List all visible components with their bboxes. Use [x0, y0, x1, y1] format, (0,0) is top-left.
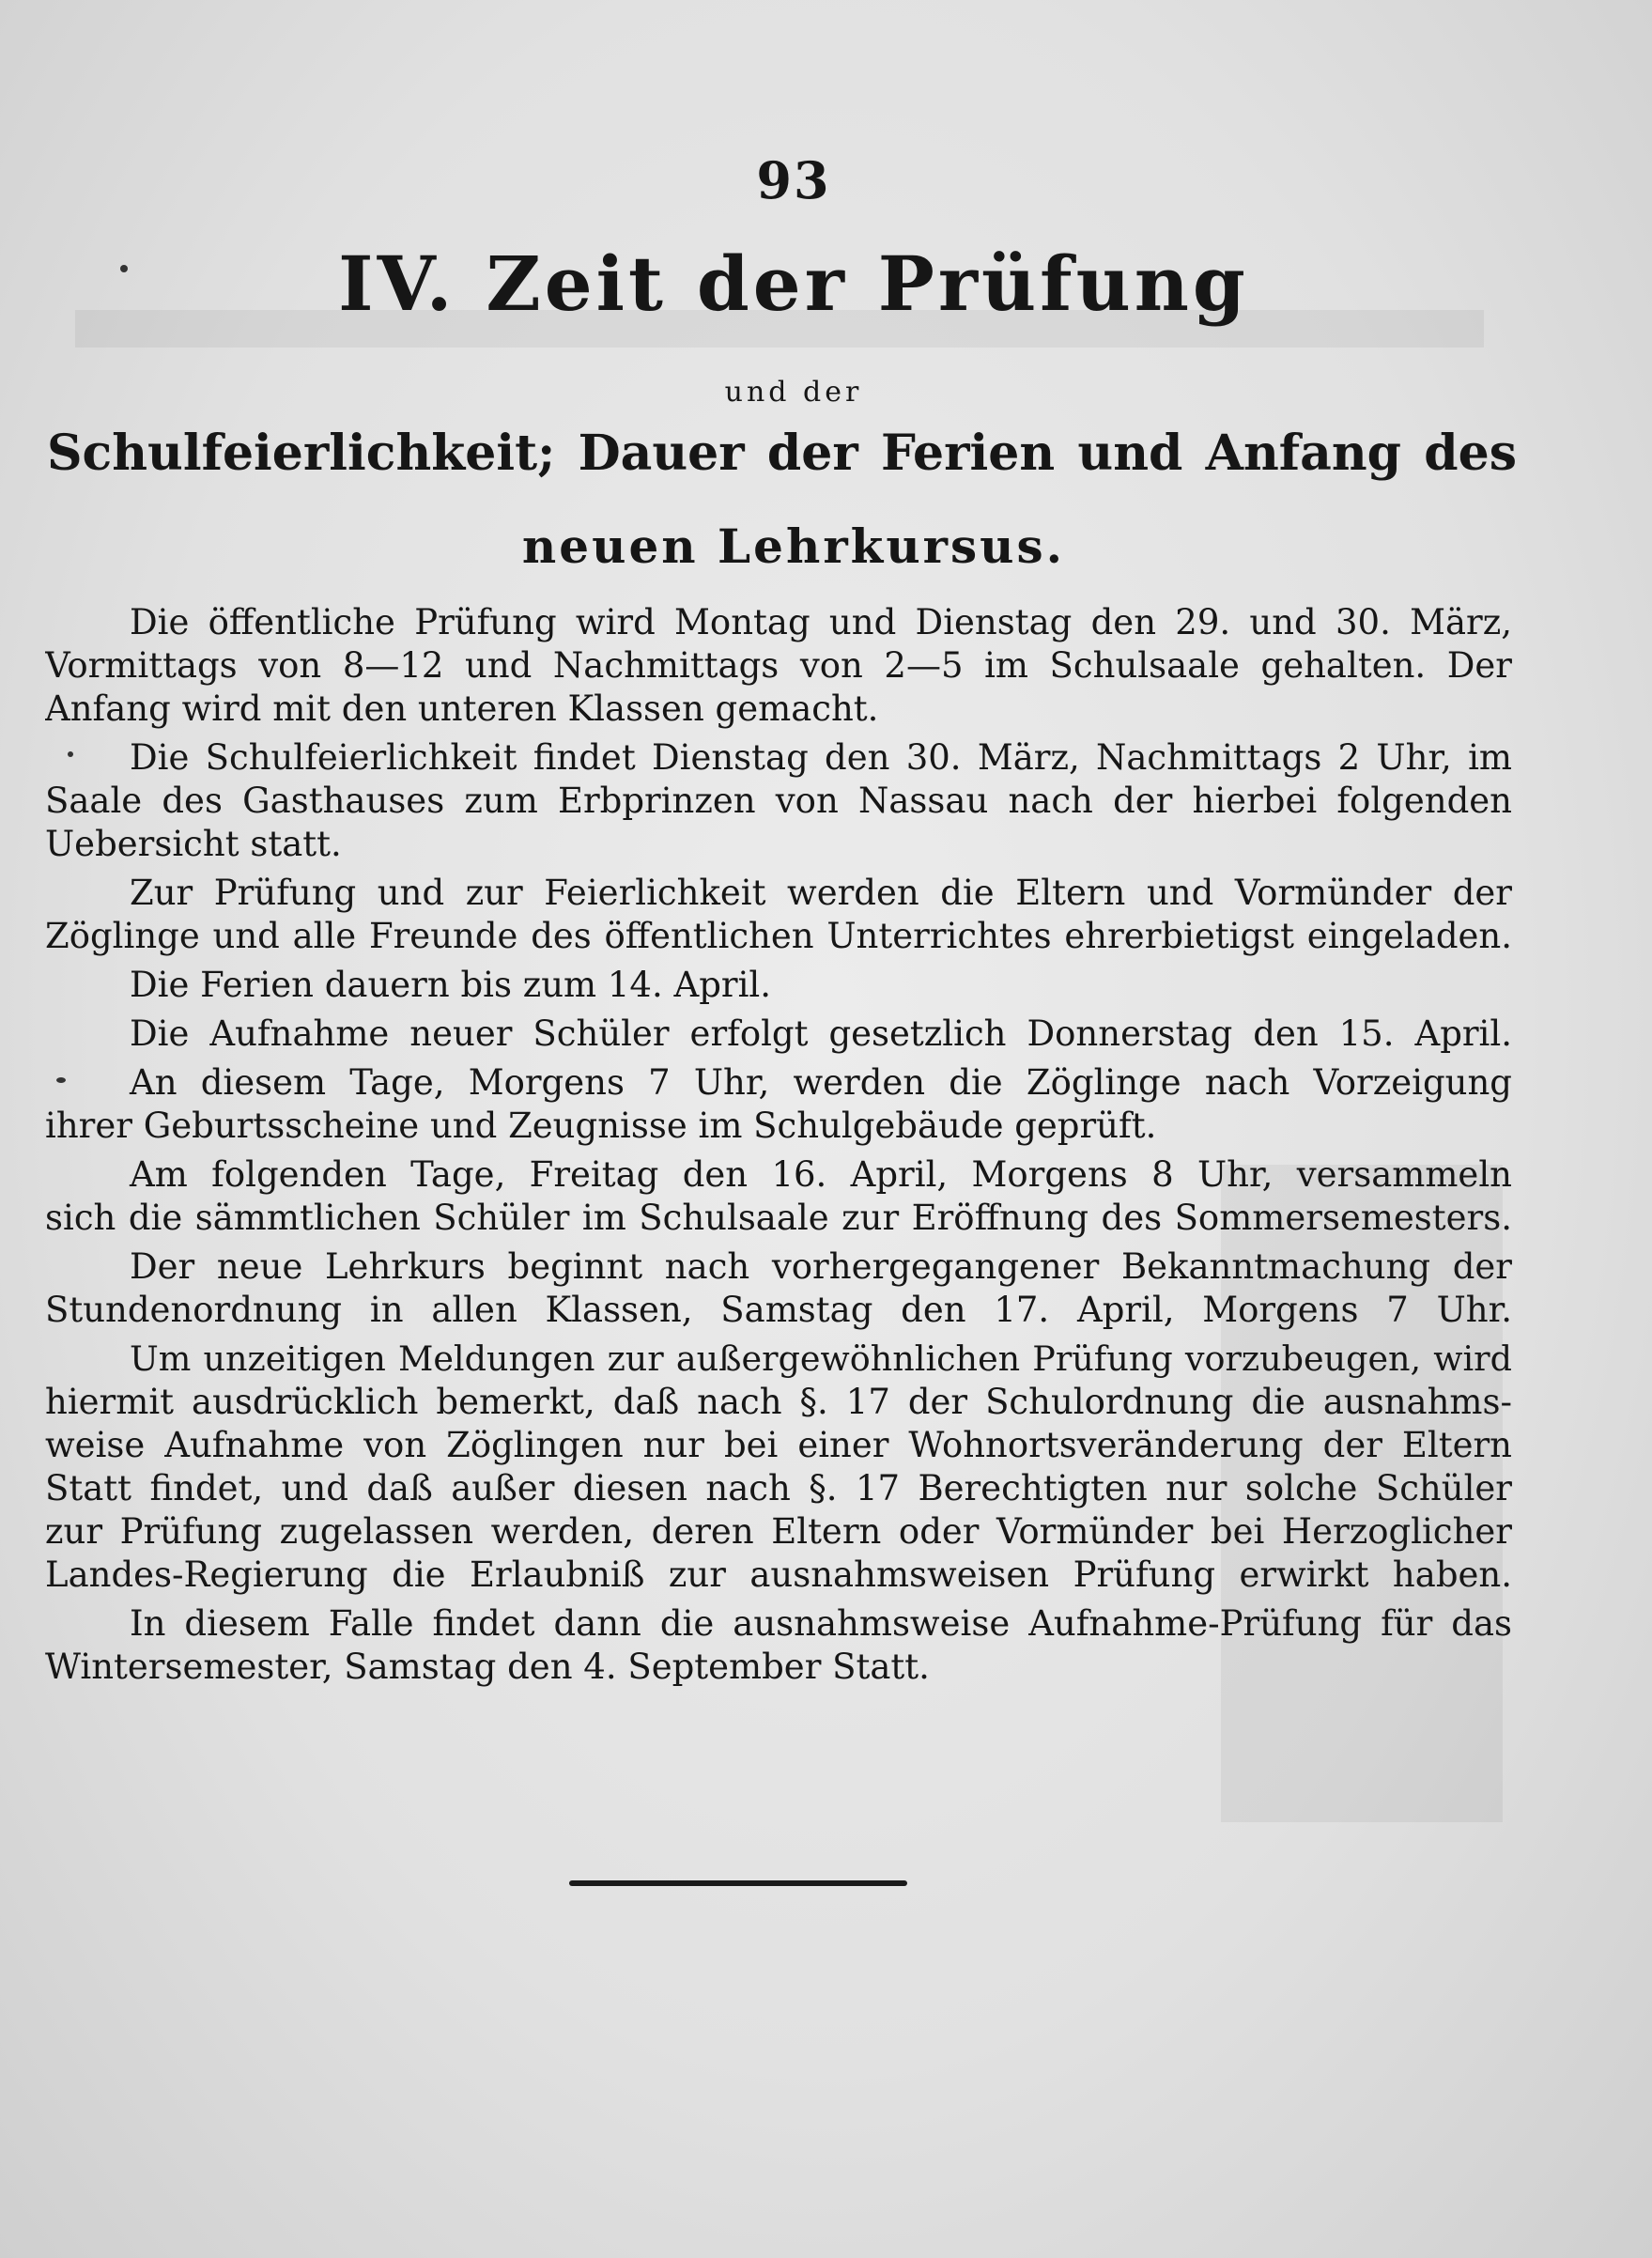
- section-title-connector: und der: [724, 376, 863, 409]
- paragraph-extraordinary-exam: [45, 1338, 1512, 1597]
- text-line: zur Prüfung zugelassen werden, deren Eltern oder Vormünder bei Herzoglicher: [45, 1511, 1512, 1552]
- text-line: Wintersemester, Samstag den 4. September Statt.: [45, 1647, 930, 1687]
- text-line: Statt findet, und daß außer diesen nach §. 17 Berechtigten nur solche Schüler: [45, 1468, 1512, 1508]
- text-line: ihrer Geburtsscheine und Zeugnisse im Schulgebäude geprüft.: [45, 1106, 1157, 1146]
- text-line: Vormittags von 8—12 und Nachmittags von 2—5 im Schulsaale gehalten. Der: [45, 645, 1512, 686]
- text-line: Am folgenden Tage, Freitag den 16. April, Morgens 8 Uhr, versammeln: [130, 1154, 1512, 1195]
- text-line: Landes-Regierung die Erlaubniß zur ausnahmsweisen Prüfung erwirkt haben.: [45, 1554, 1512, 1595]
- text-line: Saale des Gasthauses zum Erbprinzen von Nassau nach der hierbei folgenden: [45, 781, 1512, 821]
- text-line: Zur Prüfung und zur Feierlichkeit werden die Eltern und Vormünder der: [130, 873, 1512, 913]
- paragraph-ceremony: [45, 736, 1512, 866]
- section-title: IV. Zeit der Prüfung: [338, 240, 1249, 328]
- text-line: Stundenordnung in allen Klassen, Samstag den 17. April, Morgens 7 Uhr.: [45, 1290, 1512, 1330]
- text-line: Die Aufnahme neuer Schüler erfolgt gesetzlich Donnerstag den 15. April.: [130, 1013, 1512, 1054]
- text-line: In diesem Falle findet dann die ausnahmsweise Aufnahme-Prüfung für das: [130, 1603, 1512, 1644]
- text-line: Die Ferien dauern bis zum 14. April.: [130, 965, 772, 1005]
- text-line: Die öffentliche Prüfung wird Montag und Dienstag den 29. und 30. März,: [130, 602, 1512, 642]
- body-text: [45, 601, 1512, 1694]
- section-subtitle-end: neuen Lehrkursus.: [521, 518, 1066, 574]
- text-line: Die Schulfeierlichkeit findet Dienstag den 30. März, Nachmittags 2 Uhr, im: [130, 737, 1512, 778]
- text-line: Anfang wird mit den unteren Klassen gemacht.: [45, 688, 879, 729]
- paragraph-winter-semester: [45, 1602, 1512, 1689]
- text-line: hiermit ausdrücklich bemerkt, daß nach §. 17 der Schulordnung die ausnahms-: [45, 1382, 1512, 1422]
- text-line: Der neue Lehrkurs beginnt nach vorhergegangener Bekanntmachung der: [130, 1246, 1512, 1287]
- text-line: sich die sämmtlichen Schüler im Schulsaale zur Eröffnung des Sommersemesters.: [45, 1198, 1512, 1238]
- paragraph-exam-dates: [45, 601, 1512, 731]
- paragraph-course-start: [45, 1245, 1512, 1332]
- text-line: Zöglinge und alle Freunde des öffentlichen Unterrichtes ehrerbietigst eingeladen.: [45, 916, 1512, 956]
- text-line: An diesem Tage, Morgens 7 Uhr, werden die Zöglinge nach Vorzeigung: [130, 1062, 1512, 1103]
- text-line: Uebersicht statt.: [45, 824, 342, 864]
- paragraph-admission: [45, 1013, 1512, 1056]
- page-number: 93: [756, 150, 831, 210]
- paragraph-examination-of-pupils: [45, 1061, 1512, 1148]
- text-line: Um unzeitigen Meldungen zur außergewöhnlichen Prüfung vorzubeugen, wird: [130, 1338, 1512, 1379]
- paragraph-holidays: [45, 964, 1512, 1007]
- paragraph-assembly: [45, 1153, 1512, 1240]
- section-end-rule: [569, 1880, 907, 1886]
- section-subtitle: Schulfeierlichkeit; Dauer der Ferien und Anfang des: [47, 425, 1517, 482]
- text-line: weise Aufnahme von Zöglingen nur bei einer Wohnortsveränderung der Eltern: [45, 1425, 1512, 1465]
- paragraph-invitation: [45, 872, 1512, 958]
